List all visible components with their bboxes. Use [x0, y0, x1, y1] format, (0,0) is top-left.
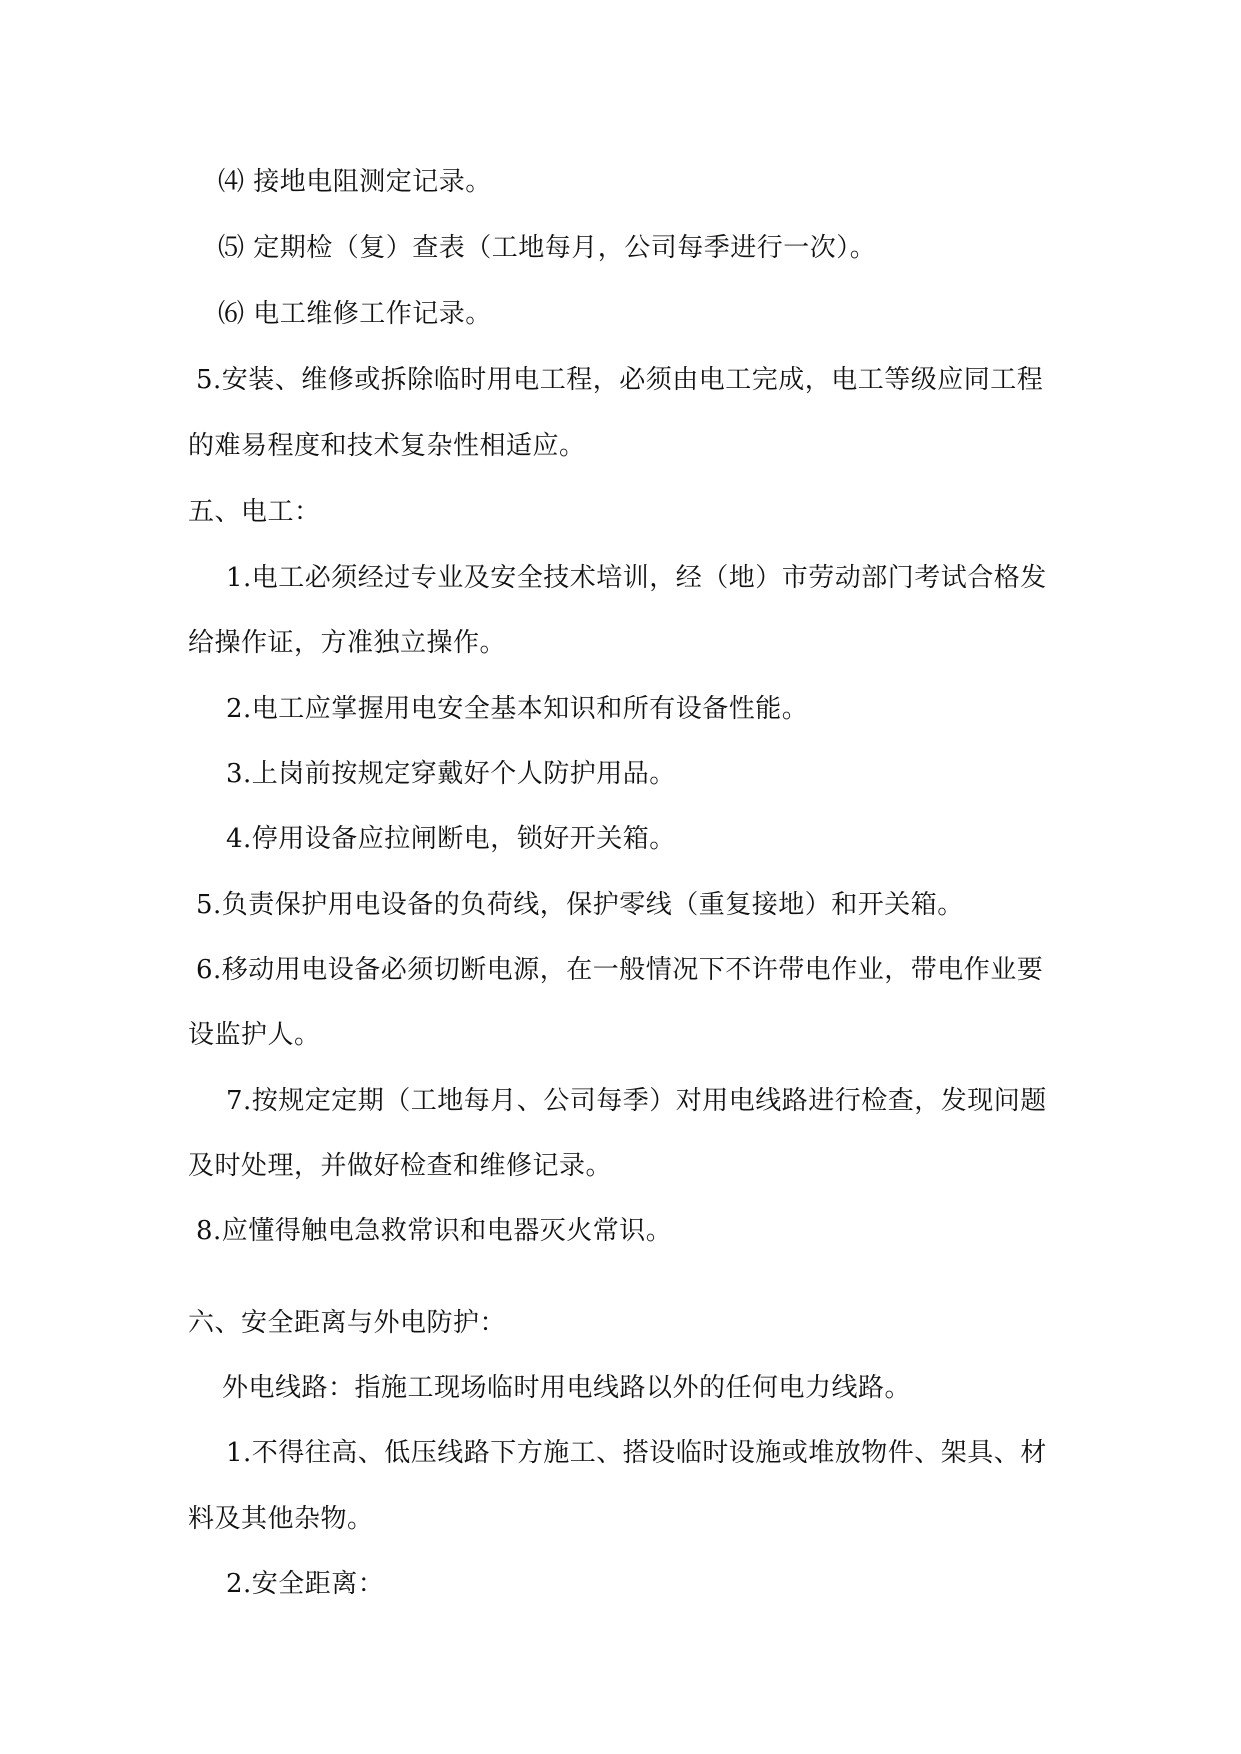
paragraph-line: 设监护人。 [188, 1020, 321, 1050]
list-item-4: ⑷ 接地电阻测定记录。 [218, 167, 492, 197]
paragraph-line: 的难易程度和技术复杂性相适应。 [188, 431, 586, 461]
paragraph-line: 5.安装、维修或拆除临时用电工程，必须由电工完成，电工等级应同工程 [196, 365, 1044, 395]
paragraph-line: 1.不得往高、低压线路下方施工、搭设临时设施或堆放物件、架具、材 [226, 1438, 1047, 1468]
section-heading: 六、安全距离与外电防护： [188, 1308, 507, 1338]
list-item-6: ⑹ 电工维修工作记录。 [218, 299, 492, 329]
paragraph-line: 6.移动用电设备必须切断电源，在一般情况下不许带电作业，带电作业要 [196, 955, 1044, 985]
paragraph-line: 5.负责保护用电设备的负荷线，保护零线（重复接地）和开关箱。 [196, 890, 964, 920]
paragraph-line: 3.上岗前按规定穿戴好个人防护用品。 [226, 759, 676, 789]
paragraph-line: 1.电工必须经过专业及安全技术培训，经（地）市劳动部门考试合格发 [226, 563, 1047, 593]
paragraph-line: 4.停用设备应拉闸断电，锁好开关箱。 [226, 824, 676, 854]
paragraph-line: 8.应懂得触电急救常识和电器灭火常识。 [196, 1216, 673, 1246]
paragraph-line: 外电线路：指施工现场临时用电线路以外的任何电力线路。 [222, 1373, 912, 1403]
paragraph-line: 料及其他杂物。 [188, 1504, 374, 1534]
paragraph-line: 及时处理，并做好检查和维修记录。 [188, 1151, 613, 1181]
section-heading: 五、电工： [188, 497, 321, 527]
paragraph-line: 2.安全距离： [226, 1569, 385, 1599]
list-item-5: ⑸ 定期检（复）查表（工地每月，公司每季进行一次）。 [218, 233, 877, 263]
paragraph-line: 给操作证，方准独立操作。 [188, 628, 507, 658]
paragraph-line: 2.电工应掌握用电安全基本知识和所有设备性能。 [226, 694, 809, 724]
paragraph-line: 7.按规定定期（工地每月、公司每季）对用电线路进行检查，发现问题 [226, 1086, 1047, 1116]
